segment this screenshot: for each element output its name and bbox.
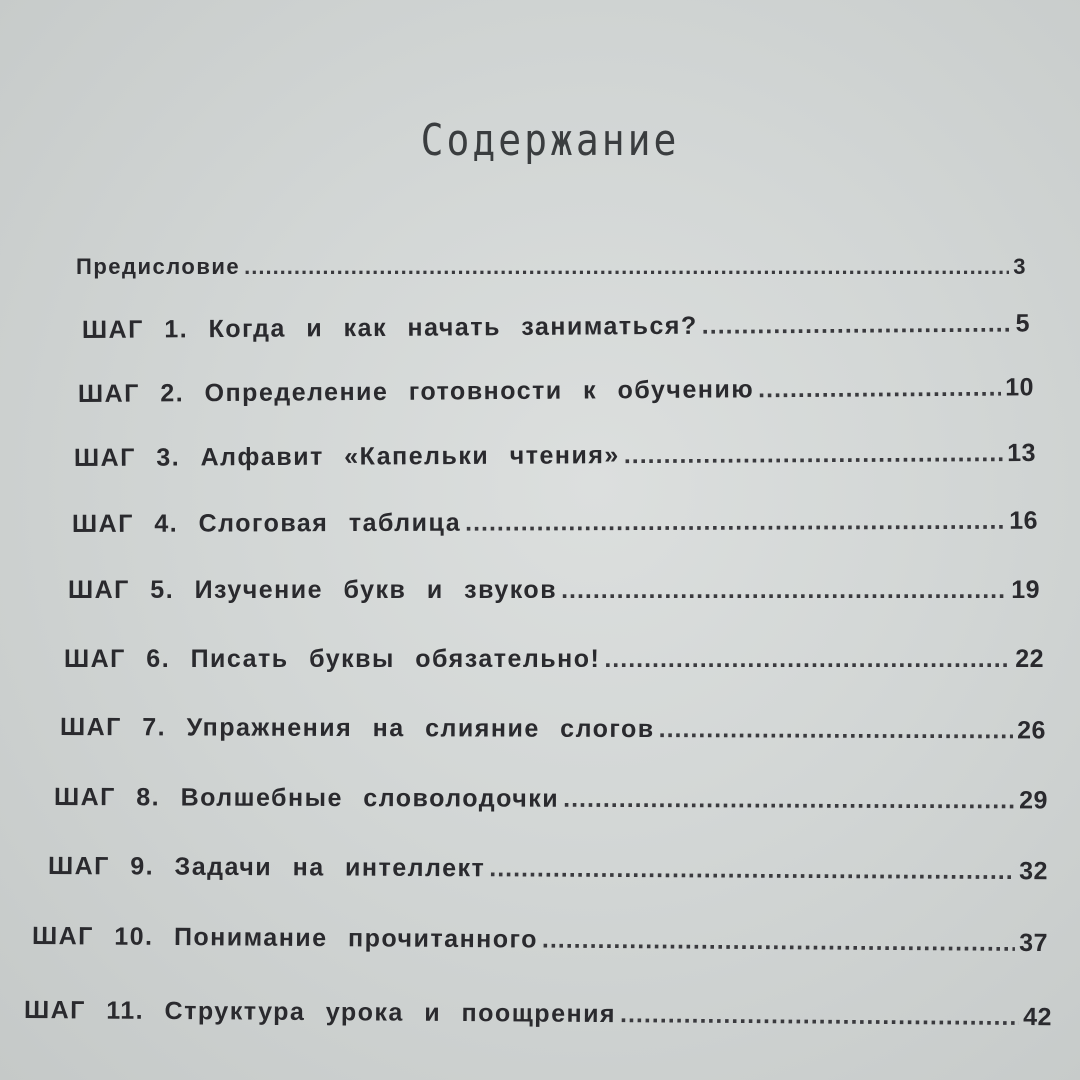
toc-entry-label: ШАГ 9. Задачи на интеллект <box>47 852 486 883</box>
toc-entry-step-11 <box>24 996 1052 1032</box>
dot-leader <box>659 715 1014 745</box>
toc-entry-step-5 <box>68 576 1040 605</box>
toc-entry-page: 22 <box>1015 645 1044 673</box>
dot-leader <box>758 374 1001 405</box>
toc-entry-page: 5 <box>1015 309 1031 338</box>
toc-entry-preface <box>76 254 1026 280</box>
toc-entry-label: Предисловие <box>76 254 241 279</box>
toc-entry-page: 32 <box>1019 857 1049 886</box>
page-title: Содержание <box>420 114 680 166</box>
toc-entry-label: ШАГ 8. Волшебные словолодочки <box>53 783 560 813</box>
toc-entry-label: ШАГ 3. Алфавит «Капельки чтения» <box>73 441 620 472</box>
toc-entry-page: 37 <box>1019 928 1049 958</box>
toc-entry-label: ШАГ 10. Понимание прочитанного <box>31 922 539 954</box>
dot-leader <box>620 1000 1019 1032</box>
toc-entry-page: 10 <box>1005 373 1035 402</box>
toc-entry-step-4 <box>72 507 1038 539</box>
dot-leader <box>702 310 1012 341</box>
dot-leader <box>465 507 1005 538</box>
dot-leader <box>542 926 1015 958</box>
toc-entry-label: ШАГ 2. Определение готовности к обучению <box>77 375 755 408</box>
dot-leader <box>563 785 1015 816</box>
toc-entry-step-3 <box>74 439 1036 473</box>
dot-leader <box>624 439 1004 470</box>
toc-entry-label: ШАГ 4. Слоговая таблица <box>71 508 462 538</box>
toc-entry-step-1 <box>82 309 1030 345</box>
toc-entry-label: ШАГ 1. Когда и как начать заниматься? <box>81 311 698 344</box>
toc-entry-step-2 <box>78 373 1034 409</box>
toc-entry-step-8 <box>54 783 1048 815</box>
dot-leader <box>244 254 1009 280</box>
dot-leader <box>489 854 1015 886</box>
toc-entry-step-9 <box>48 852 1048 886</box>
toc-entry-page: 42 <box>1023 1002 1053 1032</box>
toc-entry-page: 19 <box>1011 576 1040 604</box>
toc-entry-page: 13 <box>1007 438 1037 468</box>
toc-entry-page: 26 <box>1017 716 1047 745</box>
toc-entry-label: ШАГ 11. Структура урока и поощрения <box>23 996 617 1029</box>
dot-leader <box>604 645 1011 674</box>
toc-entry-page: 29 <box>1019 786 1049 815</box>
toc-entry-page: 3 <box>1013 254 1026 279</box>
toc-entry-step-10 <box>32 922 1048 958</box>
dot-leader <box>561 576 1007 605</box>
toc-entry-label: ШАГ 6. Писать буквы обязательно! <box>64 645 601 673</box>
toc-entry-step-6 <box>64 645 1044 674</box>
toc-entry-page: 16 <box>1009 506 1039 535</box>
toc-entry-label: ШАГ 7. Упражнения на слияние слогов <box>59 713 655 744</box>
toc-entry-label: ШАГ 5. Изучение букв и звуков <box>68 576 558 604</box>
toc-entry-step-7 <box>60 713 1046 745</box>
